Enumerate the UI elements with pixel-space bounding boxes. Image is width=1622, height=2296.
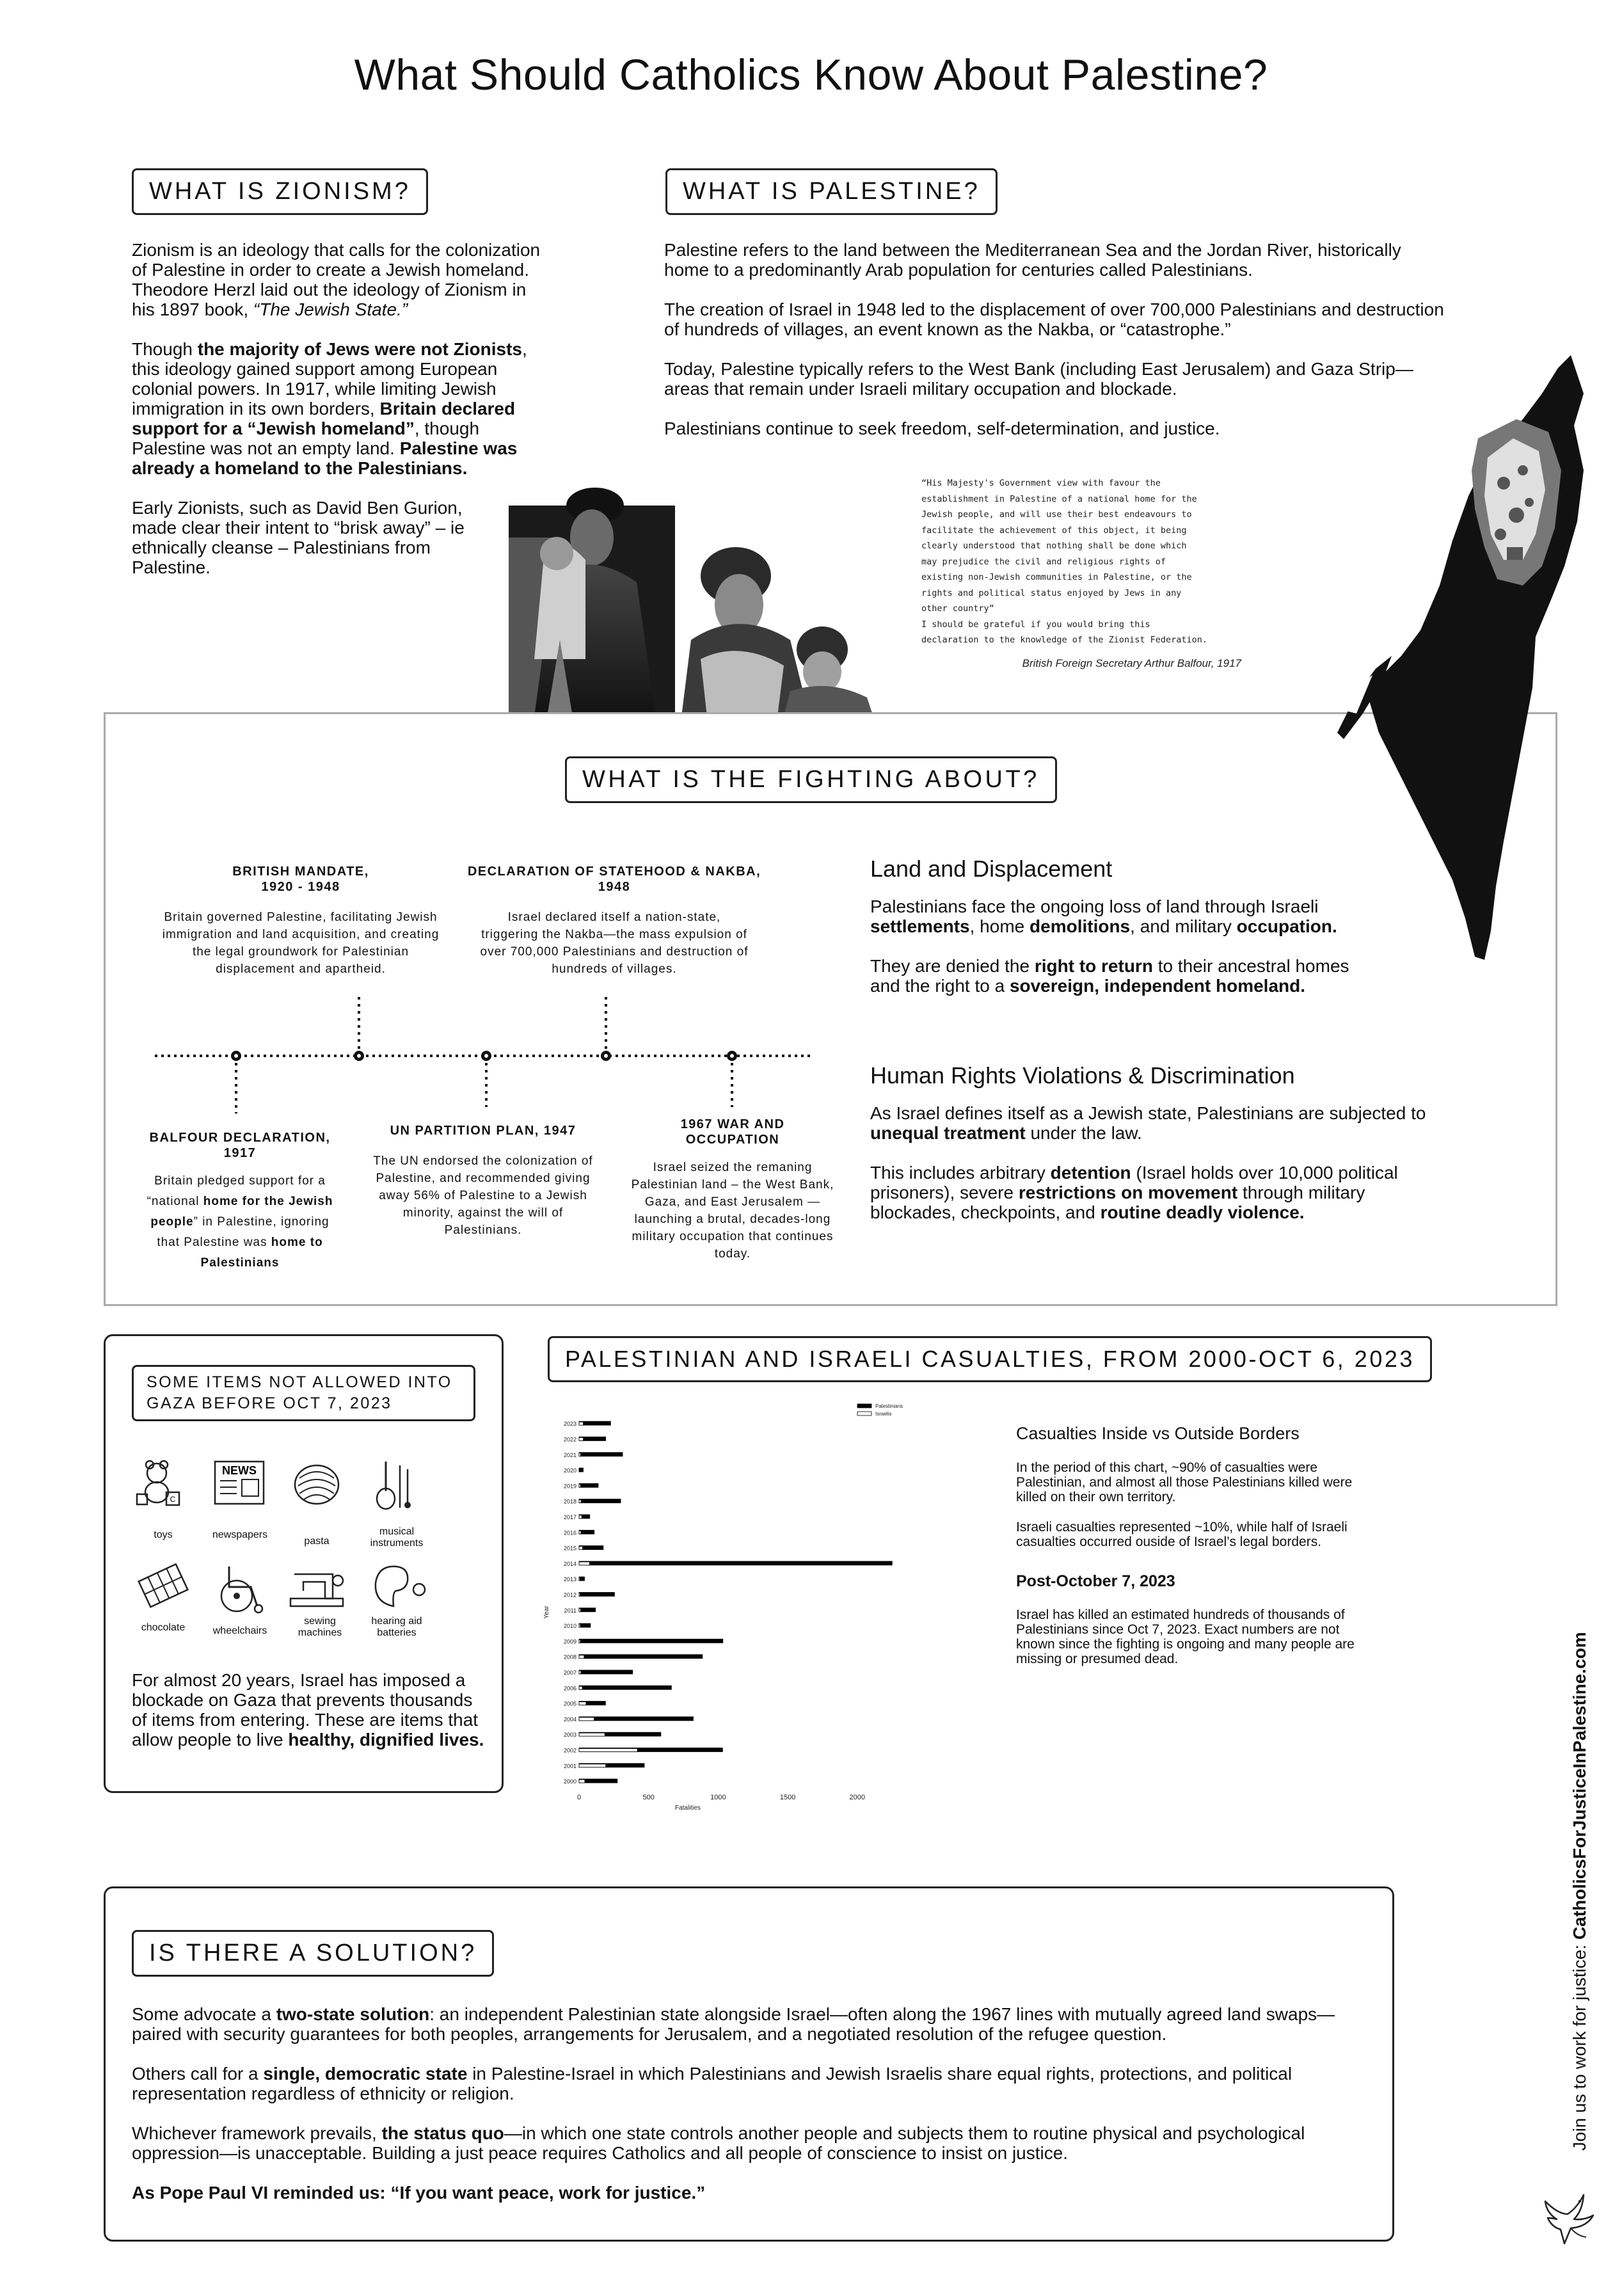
- wheelchair-icon: [211, 1561, 269, 1616]
- gaza-item-label: pasta: [304, 1536, 330, 1547]
- casualties-text: [1016, 1424, 1355, 1666]
- timeline-item-statehood-nakba: [461, 864, 768, 978]
- balfour-quote-line: may prejudice the civil and religious rights of: [921, 556, 1166, 567]
- page-title: What Should Catholics Know About Palestine?: [354, 51, 1268, 99]
- gaza-item-label: wheelchairs: [212, 1625, 267, 1636]
- legend-label: Palestinians: [875, 1403, 903, 1409]
- timeline-title: DECLARATION OF STATEHOOD & NAKBA, 1948: [467, 865, 761, 894]
- bar-palestinians: [579, 1499, 621, 1503]
- bar-israelis: [579, 1639, 580, 1643]
- sewing-machine-icon: [288, 1561, 349, 1613]
- y-tick-label: 2006: [563, 1685, 576, 1692]
- bar-palestinians: [579, 1717, 693, 1721]
- hearing-aid-icon: [368, 1561, 429, 1613]
- y-tick-label: 2017: [563, 1513, 576, 1520]
- gaza-item-label: toys: [154, 1529, 173, 1540]
- y-tick-label: 2008: [563, 1654, 576, 1661]
- solution-heading: IS THERE A SOLUTION?: [132, 1930, 494, 1977]
- x-axis-label: Fatalities: [674, 1805, 701, 1812]
- palestine-paragraph-2: The creation of Israel in 1948 led to the displacement of over 700,000 Palestinians and destruction of hundreds of villages, an event known as the Nakba, or “catastrophe.”: [664, 299, 1444, 339]
- palestine-heading: WHAT IS PALESTINE?: [665, 168, 998, 215]
- y-tick-label: 2018: [563, 1498, 576, 1505]
- y-tick-label: 2019: [563, 1483, 576, 1490]
- balfour-quote-line: rights and political status enjoyed by Jews in any: [921, 587, 1182, 598]
- land-heading: Land and Displacement: [870, 856, 1113, 882]
- bar-israelis: [579, 1515, 582, 1519]
- rights-paragraph-1: As Israel defines itself as a Jewish state, Palestinians are subjected to unequal treatment under the law.: [870, 1103, 1426, 1143]
- y-tick-label: 2015: [563, 1545, 576, 1552]
- y-tick-label: 2003: [563, 1732, 576, 1739]
- gaza-paragraph: For almost 20 years, Israel has imposed a blockade on Gaza that prevents thousands of items from entering. These are items that allow people to live healthy, dignified lives.: [132, 1670, 484, 1750]
- bar-palestinians: [579, 1483, 598, 1487]
- bar-israelis: [579, 1748, 637, 1751]
- rights-heading: Human Rights Violations & Discrimination: [870, 1062, 1295, 1088]
- palestine-paragraph-1: Palestine refers to the land between the Mediterranean Sea and the Jordan River, historically home to a predominantly Arab population for centuries called Palestinians.: [664, 240, 1401, 280]
- post-october-paragraph: Israel has killed an estimated hundreds of thousands of Palestinians since Oct 7, 2023. Exact numbers are not known since the fighting is ongoing and many people are missing or presumed dead.: [1016, 1607, 1355, 1666]
- bar-palestinians: [579, 1655, 703, 1659]
- gaza-item-label: hearing aid batteries: [371, 1616, 422, 1638]
- legend-swatch: [857, 1404, 871, 1408]
- y-tick-label: 2013: [563, 1576, 576, 1583]
- balfour-quote-line: “His Majesty's Government view with favour the: [921, 478, 1161, 488]
- pasta-icon: [288, 1459, 346, 1513]
- inside-borders-heading: Casualties Inside vs Outside Borders: [1016, 1424, 1300, 1443]
- bar-israelis: [579, 1562, 589, 1565]
- bar-palestinians: [579, 1686, 671, 1689]
- zionism-text: [132, 240, 548, 577]
- land-paragraph-2: They are denied the right to return to their ancestral homes and the right to a sovereign, independent homeland.: [870, 956, 1349, 996]
- balfour-attribution: British Foreign Secretary Arthur Balfour, 1917: [1022, 657, 1241, 669]
- bar-israelis: [579, 1733, 605, 1736]
- balfour-quote-line: Jewish people, and will use their best endeavours to: [921, 509, 1192, 520]
- x-tick-label: 2000: [849, 1794, 866, 1802]
- y-tick-label: 2005: [563, 1700, 576, 1707]
- bar-palestinians: [579, 1623, 591, 1627]
- balfour-quote-line: other country”: [921, 603, 994, 614]
- solution-paragraph-4: As Pope Paul VI reminded us: “If you want peace, work for justice.”: [132, 2183, 706, 2203]
- bar-israelis: [579, 1484, 580, 1487]
- balfour-quote-line: establishment in Palestine of a national home for the: [921, 493, 1197, 504]
- legend-label: Israelis: [875, 1411, 892, 1417]
- x-tick-label: 0: [576, 1794, 582, 1802]
- legend-swatch: [857, 1412, 871, 1415]
- inside-borders-paragraph-2: Israeli casualties represented ~10%, while half of Israeli casualties occurred ouside of Israel’s legal borders.: [1016, 1520, 1348, 1549]
- bar-palestinians: [579, 1608, 596, 1612]
- svg-text:NEWS: NEWS: [222, 1464, 257, 1477]
- solution-paragraph-1: Some advocate a two-state solution: an independent Palestinian state alongside Israel—often along the 1967 lines with mutually agreed land swaps—paired with security guarantees for both peoples, arrangements for Jerusalem, and a negotiated resolution of the refugee question.: [132, 2004, 1335, 2044]
- balfour-quote-line: existing non-Jewish communities in Palestine, or the: [921, 572, 1192, 582]
- timeline-title: 1967 WAR AND OCCUPATION: [680, 1117, 785, 1147]
- gaza-item-label: chocolate: [141, 1622, 186, 1633]
- bar-israelis: [579, 1609, 580, 1612]
- palestine-paragraph-3: Today, Palestine typically refers to the West Bank (including East Jerusalem) and Gaza Strip—areas that remain under Israeli military occupation and blockade.: [664, 359, 1413, 399]
- timeline-item-un-partition: [371, 1123, 595, 1239]
- gaza-item-label: musical instruments: [370, 1526, 424, 1549]
- bar-israelis: [579, 1577, 580, 1581]
- balfour-quote-line: I should be grateful if you would bring this: [921, 619, 1150, 630]
- newspaper-icon: [211, 1459, 269, 1510]
- x-tick-label: 1500: [779, 1794, 796, 1802]
- timeline-item-1967-war: [614, 1117, 851, 1263]
- musical-instruments-icon: [368, 1459, 425, 1513]
- gaza-heading: SOME ITEMS NOT ALLOWED INTO GAZA BEFORE OCT 7, 2023: [132, 1365, 475, 1421]
- fighting-heading: WHAT IS THE FIGHTING ABOUT?: [565, 756, 1057, 803]
- timeline-title: UN PARTITION PLAN, 1947: [390, 1124, 576, 1138]
- casualties-heading: PALESTINIAN AND ISRAELI CASUALTIES, FROM 2000-OCT 6, 2023: [548, 1336, 1432, 1382]
- chocolate-icon: [134, 1561, 195, 1613]
- bar-israelis: [579, 1686, 582, 1689]
- bar-israelis: [579, 1593, 580, 1596]
- y-axis-label: Year: [543, 1606, 550, 1619]
- bar-israelis: [579, 1702, 586, 1705]
- solution-text: [132, 2004, 1373, 2203]
- y-tick-label: 2021: [563, 1451, 576, 1458]
- bar-palestinians: [579, 1453, 623, 1456]
- zionism-paragraph-1: Zionism is an ideology that calls for the colonization of Palestine in order to create a Jewish homeland. Theodore Herzl laid out the ideology of Zionism in his 1897 book, “The Jewish State.”: [132, 240, 541, 319]
- timeline-text: Britain pledged support for a “national home for the Jewish people” in Palestine, ignoring that Palestine was home to Palestinians: [147, 1174, 333, 1270]
- y-tick-label: 2022: [563, 1436, 576, 1443]
- y-tick-label: 2009: [563, 1638, 576, 1645]
- bar-palestinians: [579, 1670, 633, 1674]
- palestine-text: [664, 240, 1445, 438]
- solution-paragraph-2: Others call for a single, democratic state in Palestine-Israel in which Palestinians and Jewish Israelis share equal rights, protections, and political representation regardless of ethnicity or religion.: [132, 2064, 1292, 2103]
- rights-paragraph-2: This includes arbitrary detention (Israel holds over 10,000 political prisoners), severe restrictions on movement through military blockades, checkpoints, and routine deadly violence.: [870, 1163, 1398, 1222]
- bar-israelis: [579, 1531, 581, 1534]
- y-tick-label: 2002: [563, 1747, 576, 1754]
- bar-palestinians: [579, 1561, 892, 1565]
- join-us-text: Join us to work for justice: CatholicsForJusticeInPalestine.com: [1570, 1632, 1589, 2151]
- bar-israelis: [579, 1624, 580, 1627]
- y-tick-label: 2000: [563, 1778, 576, 1785]
- y-tick-label: 2012: [563, 1591, 576, 1598]
- y-tick-label: 2016: [563, 1529, 576, 1536]
- y-tick-label: 2004: [563, 1716, 576, 1723]
- human-rights-section: [870, 1062, 1446, 1222]
- bar-israelis: [579, 1437, 584, 1440]
- y-tick-label: 2020: [563, 1467, 576, 1474]
- bar-palestinians: [579, 1592, 614, 1596]
- timeline-item-balfour: [144, 1130, 336, 1273]
- gaza-item-label: sewing machines: [298, 1616, 342, 1638]
- x-tick-label: 500: [642, 1794, 655, 1802]
- balfour-quote-line: clearly understood that nothing shall be done which: [921, 541, 1187, 551]
- inside-borders-paragraph-1: In the period of this chart, ~90% of casualties were Palestinian, and almost all those Palestinians killed were killed on their own territory.: [1016, 1460, 1353, 1504]
- svg-text:C: C: [170, 1495, 176, 1504]
- timeline-text: The UN endorsed the colonization of Palestine, and recommended giving away 56% of Palestine to a Jewish minority, against the will of Palestinians.: [373, 1154, 593, 1237]
- bar-israelis: [579, 1764, 606, 1767]
- timeline-title: BALFOUR DECLARATION, 1917: [149, 1131, 331, 1160]
- toys-icon: [134, 1459, 192, 1510]
- y-tick-label: 2014: [563, 1560, 576, 1567]
- timeline-text: Israel declared itself a nation-state, triggering the Nakba—the mass expulsion of over 700,000 Palestinians and destruction of hundreds of villages.: [480, 911, 749, 976]
- bar-israelis: [579, 1500, 581, 1503]
- post-october-heading: Post-October 7, 2023: [1016, 1572, 1175, 1590]
- y-tick-label: 2010: [563, 1623, 576, 1630]
- land-displacement-section: [870, 856, 1420, 996]
- zionism-paragraph-3: Early Zionists, such as David Ben Gurion, made clear their intent to “brisk away” – ie ethnically cleanse – Palestinians from Palestine.: [132, 498, 465, 577]
- bar-palestinians: [579, 1421, 610, 1425]
- bar-israelis: [579, 1547, 582, 1550]
- website-link[interactable]: CatholicsForJusticeInPalestine.com: [1570, 1632, 1589, 1940]
- timeline-title: BRITISH MANDATE, 1920 - 1948: [232, 865, 369, 894]
- bar-israelis: [579, 1469, 580, 1472]
- y-tick-label: 2011: [564, 1607, 576, 1614]
- timeline-text: Israel seized the remaning Palestinian land – the West Bank, Gaza, and East Jerusalem —launching a brutal, decades-long military occupation that continues today.: [631, 1161, 834, 1261]
- y-tick-label: 2007: [563, 1669, 576, 1676]
- balfour-quote-line: facilitate the achievement of this object, it being: [921, 525, 1187, 536]
- x-tick-label: 1000: [710, 1794, 726, 1802]
- bar-israelis: [579, 1671, 581, 1674]
- bar-israelis: [579, 1422, 584, 1425]
- timeline-item-british-mandate: [154, 864, 448, 978]
- bar-israelis: [579, 1718, 594, 1721]
- casualties-chart: [541, 1398, 934, 1833]
- zionism-heading: WHAT IS ZIONISM?: [132, 168, 428, 215]
- palestine-paragraph-4: Palestinians continue to seek freedom, self-determination, and justice.: [664, 419, 1220, 438]
- y-tick-label: 2001: [563, 1762, 576, 1769]
- balfour-quote-line: declaration to the knowledge of the Zionist Federation.: [921, 635, 1208, 645]
- y-tick-label: 2023: [563, 1421, 576, 1428]
- zionism-paragraph-2: Though the majority of Jews were not Zionists, this ideology gained support among European colonial powers. In 1917, while limiting Jewish immigration in its own borders, Britain declared support for a “Jewish homeland”, though Palestine was not an empty land. Palestine was already a homeland to the Palestinians.: [132, 339, 527, 478]
- gaza-item-label: newspapers: [212, 1529, 268, 1540]
- bar-israelis: [579, 1780, 585, 1783]
- bar-israelis: [579, 1453, 580, 1456]
- refugees-photo: [509, 448, 873, 717]
- timeline-text: Britain governed Palestine, facilitating Jewish immigration and land acquisition, and creating the legal groundwork for Palestinian displacement and apartheid.: [162, 911, 440, 976]
- bar-israelis: [579, 1655, 584, 1659]
- balfour-quote: [921, 475, 1241, 671]
- land-paragraph-1: Palestinians face the ongoing loss of land through Israeli settlements, home demolitions, and military occupation.: [870, 897, 1337, 936]
- dove-icon: [1532, 2182, 1603, 2252]
- bar-palestinians: [579, 1530, 594, 1534]
- bar-palestinians: [579, 1639, 723, 1643]
- solution-paragraph-3: Whichever framework prevails, the status quo—in which one state controls another people and subjects them to routine physical and psychological oppression—is unacceptable. Building a just peace requires Catholics and all people of conscience to insist on justice.: [132, 2123, 1305, 2163]
